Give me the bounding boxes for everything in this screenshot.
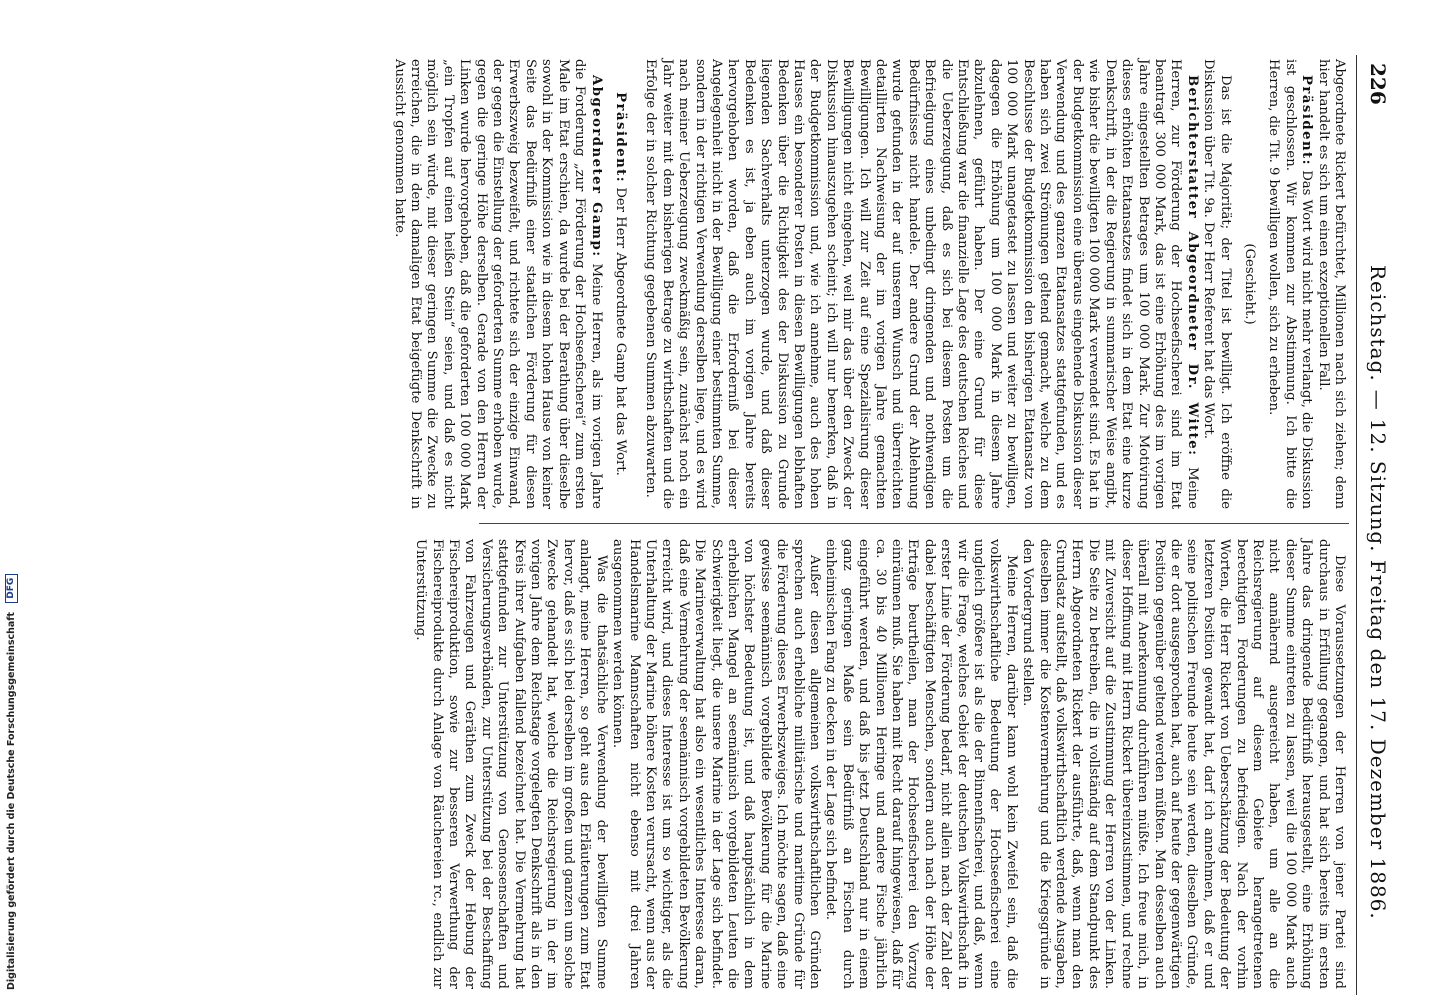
- speaker-name: Präsident:: [1299, 75, 1315, 167]
- paragraph: [612, 59, 628, 509]
- paragraph: Das ist die Majorität; der Titel ist bewilligt. Ich eröffne die Diskussion über Tit. 9a. Der Herr Referent hat das Wort.: [1201, 59, 1233, 509]
- speech-text: Das Wort wird nicht mehr verlangt, die Diskussion ist geschlossen. Wir kommen zur Abstimmung. Ich bitte die Herren, die Tit. 9 bewilligen wollen, sich zu erheben.: [1266, 59, 1315, 509]
- stage-note: (Geschieht.): [1241, 243, 1257, 325]
- paragraph: Außer diesen allgemeinen volkswirthschaftlichen Gründen sprechen auch erhebliche militärische und maritime Gründe für die Förderung dieses Erwerbszweiges. Ich möchte sagen, daß eine gewisse seemännisch vorgebildete Bevölkerung für die Marine von höchster Bedeutung ist, und daß hauptsächlich in dem erheblichen Mangel an seemännisch vorgebildeten Leuten die Schwierigkeit liegt, die unsere Marine in der Lage sich befindet. Die Marineverwaltung hat also ein wesentliches Interesse daran, daß eine Vermehrung der seemännisch vorgebildeten Bevölkerung erreicht wird, und dieses Interesse ist um so wichtiger, als die Unterhaltung der Marine höhere Kosten verursacht, wenn aus der Handelsmarine Mannschaften nicht ebenso mit drei Jahren ausgenommen werden können.: [610, 539, 822, 989]
- paragraph: Diese Voraussetzungen der Herren von jener Partei sind durchaus in Erfüllung gegangen, und hat sich bereits im ersten Jahre das dringende Bedürfniß herausgestellt, eine Erhöhung dieser Summe eintreten zu lassen, weil die 100 000 Mark auch nicht annähernd ausgereicht haben, um alle an die Reichsregierung auf diesem Gebiete herangetretenen berechtigten Forderungen zu befriedigen. Nach der vorhin Worten, die Herr Rickert von Ueberschätzung der Bedeutung der letzteren Position gewandt hat, darf ich annehmen, daß er und seine politischen Freunde heute sein werden, dieselben Gründe, die er dort ausgesprochen hat, auch auf heute der gegenwärtigen Position gegenüber geltend werden müßten. Man desselben auch überall mit Anerkennung durchführen müßte. Ich freue mich, in dieser Hoffnung mit Herrn Rickert übereinzustimmen, und rechne mit Zuversicht auf die Zustimmung der Herren von der Linken. Die Seite zu betreiben, die in vollständig auf dem Standpunkt des Herrn Abgeordneten Rickert der ausführte, daß, wenn man den Grundsatz aufstellt, daß volkswirthschaftlich werdende Ausgaben, dieselben immer die Kostenvermehrung und die Kriegsgründe in den Vordergrund stellen.: [1020, 539, 1347, 989]
- page-number: 226: [1366, 63, 1390, 105]
- speaker-name: Berichterstatter Abgeordneter Dr. Witte:: [1184, 75, 1200, 457]
- right-column: [413, 539, 1347, 989]
- speech-text: Meine Herren, zur Förderung der Hochseefischerei sind im Etat beantragt 300 000 Mark, das ist eine Erhöhung des im vorigen Jahre eingestellten Betrages um 100 000 Mark. Zur Motivirung dieses erhöhten Etatansatzes findet sich in dem Etat eine kurze Denkschrift, in der die Regierung in summarischer Weise angibt, wie bisher die bewilligten 100 000 Mark verwendet sind. Es hat in der Budgetkommission eine überaus eingehende Diskussion dieser Verwendung und des ganzen Etatansatzes stattgefunden, und es haben sich zwei Strömungen geltend gemacht, welche zu dem Beschlusse der Budgetkommission den bisherigen Etatansatz von 100 000 Mark unangetastet zu lassen und weiter zu bewilligen, dagegen die Erhöhung um 100 000 Mark in diesem Jahre abzulehnen, geführt haben. Der eine Grund für diese Entschließung war die finanzielle Lage des deutschen Reiches und die Ueberzeugung, daß es sich bei diesem Posten um die Befriedigung eines unbedingt dringenden und nothwendigen Bedürfnisses nicht handele. Der andere Grund der Ablehnung wurde gefunden in der auf unserem Wunsch und überreichten detaillirten Nachweisung der im vorigen Jahre gemachten Bewilligungen. Ich will zur Zeit auf eine Spezialisirung dieser Bewilligungen nicht eingehen, weil mir das über den Zweck der Diskussion hinauszugehen scheint; ich will nur bemerken, daß in der Budgetkommission und, wie ich annehme, auch des hohen Hauses ein besonderer Posten in diesen Bewilligungen lebhaften Bedenken über die Richtigkeit des der Diskussion zu Grunde liegenden Sachverhalts unterzogen wurde, und daß dieser Bedenken es ist, ja eben auch im vorigen Jahre bereits hervorgehoben worden, daß die Erforderniß bei dieser Angelegenheit nicht in der Bewilligung einer bestimmten Summe, sondern in der richtigen Verwendung derselben liege, und es wird nach meiner Ueberzeugung zweckmäßig sein, zunächst noch ein Jahr weiter mit dem bisherigen Betrage zu wirthschaften und die Erfolge der in solcher Richtung gegebenen Summen abzuwarten.: [643, 59, 1200, 509]
- paragraph: Abgeordnete Rickert befürchtet, Millionen nach sich ziehen; denn hier handelt es sich um einen exzeptionellen Fall.: [1315, 59, 1347, 509]
- header-session: 12. Sitzung.: [1366, 418, 1390, 553]
- paragraph: [1265, 59, 1314, 509]
- paragraph: Was die thatsächliche Verwendung der bewilligten Summe anlangt, meine Herren, so geht aus den Erläuterungen zum Etat hervor, daß es sich bei derselben im großen und ganzen um solche Zwecke gehandelt hat, welche die Reichsregierung in der im vorigen Jahre dem Reichstage vorgelegten Denkschrift als in den Kreis ihrer Aufgaben fallend bezeichnet hat. Die Vermehrung hat stattgefunden zur Unterstützung von Genossenschaften und Versicherungsverbänden, zur Unterstützung bei der Beschaffung von Fahrzeugen und Geräthen zum Zweck der Hebung der Fischereiproduktion, sowie zur besseren Verwerthung der Fischereiprodukte durch Anlage von Räuchereien rc., endlich zur Unterstützung.: [413, 539, 609, 989]
- footer-text: Digitalisierung gefördert durch die Deutsche Forschungsgemeinschaft: [6, 612, 17, 990]
- header-rule: [1356, 55, 1357, 995]
- header-date: Freitag den 17. Dezember 1886.: [1366, 559, 1390, 920]
- header-dash: —: [1366, 389, 1390, 411]
- left-column: [391, 59, 1347, 509]
- digitization-footer: [4, 577, 20, 990]
- header-source: Reichstag.: [1366, 265, 1390, 382]
- column-divider: [479, 523, 1349, 524]
- speech-text: Der Herr Abgeordnete Gamp hat das Wort.: [612, 187, 628, 476]
- dfg-logo: DFG: [5, 574, 18, 603]
- page-header: [1355, 55, 1395, 995]
- header-title: [1367, 265, 1389, 920]
- paragraph: Meine Herren, darüber kann wohl kein Zweifel sein, daß die volkswirthschaftliche Bedeutung der Hochseefischerei eine ungleich größere ist als die der Binnenfischerei, und daß, wenn wir die Frage, welches Gebiet der deutschen Volkswirthschaft in erster Linie der Förderung bedarf, nicht allein nach der Zahl der dabei beschäftigten Menschen, sondern auch nach der Höhe der Erträge beurtheilen, man der Hochseefischerei den Vorzug einräumen muß. Sie haben mit Recht darauf hingewiesen, daß für ca. 30 bis 40 Millionen Heringe und andere Fische jährlich eingeführt werden, und daß bis jetzt Deutschland nur in einem ganz geringen Maße sein Bedürfniß an Fischen durch einheimischen Fang zu decken in der Lage sich befindet.: [823, 539, 1019, 989]
- paragraph: [642, 59, 1200, 509]
- speaker-name: Abgeordneter Gamp:: [588, 75, 604, 258]
- paragraph: [390, 59, 603, 509]
- speech-text: Meine Herren, als im vorigen Jahre die Forderung „zur Förderung der Hochseefischerei“ zum ersten Male im Etat erschien, da wurde bei der Berathung über dieselbe sowohl in der Kommission wie in diesem hohen Hause von keiner Seite das Bedürfniß einer staatlichen Förderung für diesen Erwerbszweig bezweifelt, und richtete sich der einzige Einwand, der gegen die Einstellung der geforderten Summe erhoben wurde, gegen die geringe Höhe derselben. Gerade von den Herren der Linken wurde hervorgehoben, daß die geforderten 100 000 Mark „ein Tropfen auf einen heißen Stein“ seien, und daß es nicht möglich sein würde, mit dieser geringen Summe die Zwecke zu erreichen, die in dem damaligen Etat beigefügte Denkschrift in Aussicht genommen hatte.: [391, 59, 604, 509]
- speaker-name: Präsident:: [612, 92, 628, 184]
- newspaper-page: [0, 55, 1395, 995]
